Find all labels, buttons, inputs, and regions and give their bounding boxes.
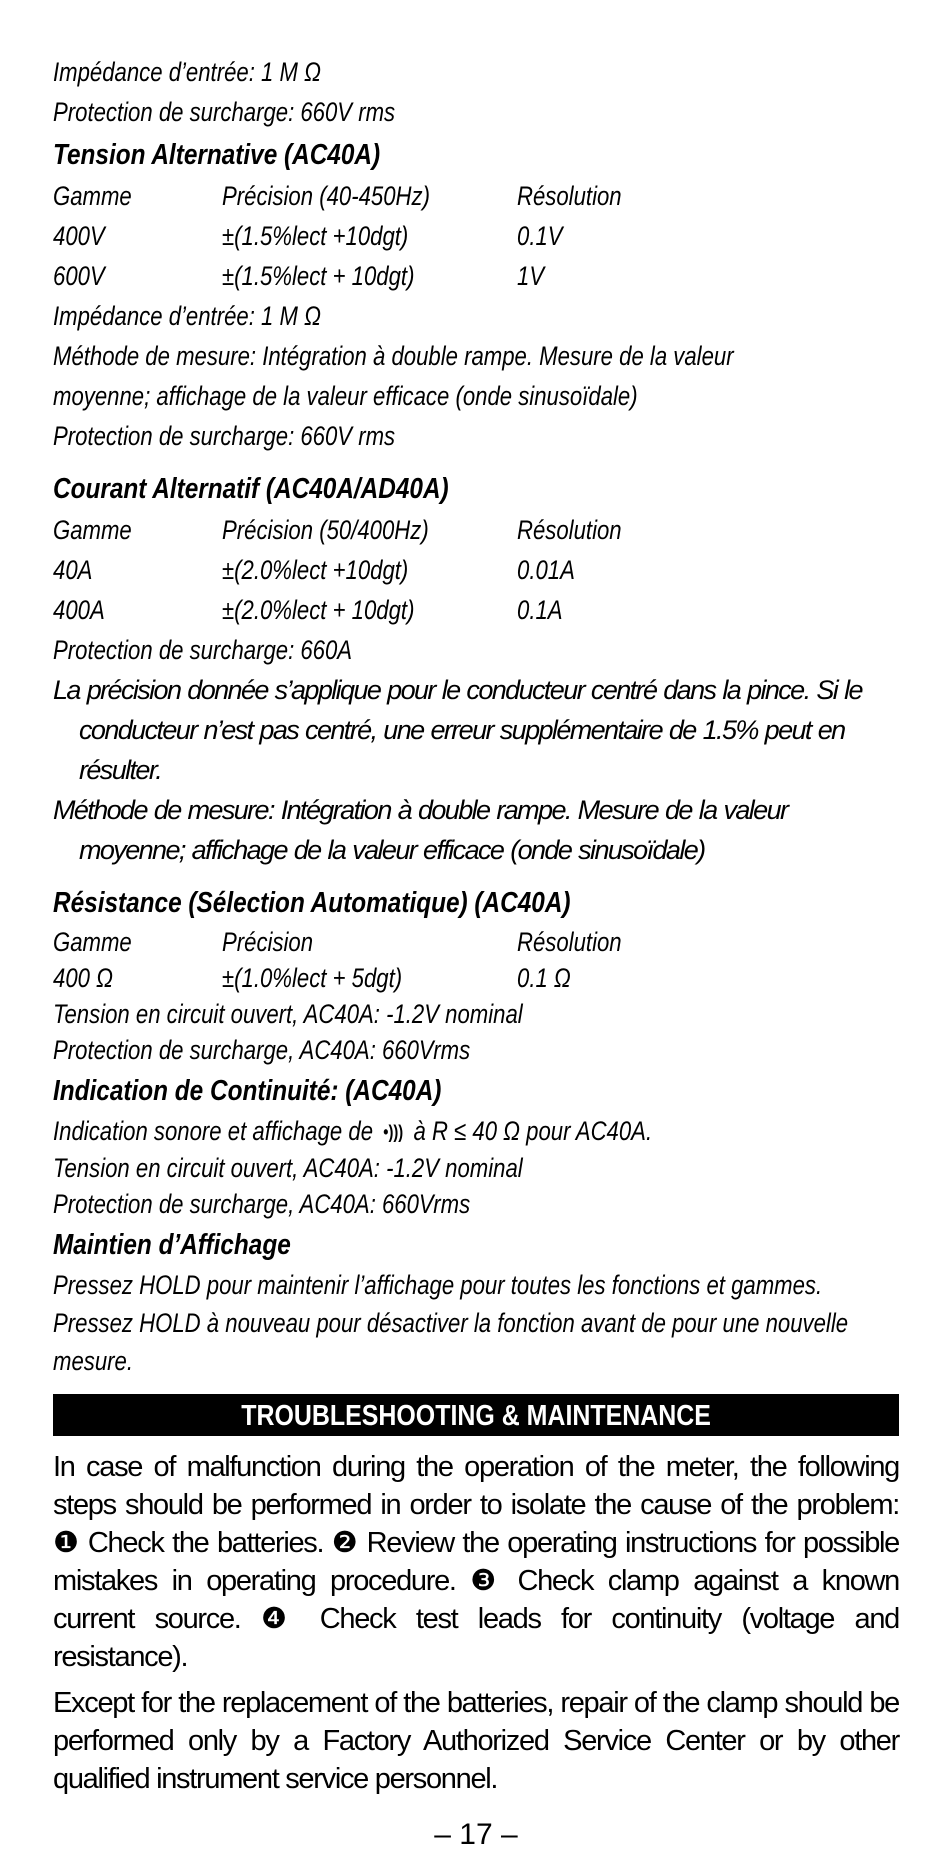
col-resolution: Résolution (517, 515, 622, 545)
col-range: Gamme (53, 927, 132, 957)
accuracy-cell: ±(1.5%lect + 10dgt) (222, 261, 415, 291)
range-cell: 400A (53, 595, 105, 625)
accuracy-note: La précision donnée s’applique pour le conducteur centré dans la pince. Si le conducteur n’est pas centré, une erreur supplémentaire de 1.5% peut en résulter. (53, 675, 862, 785)
col-resolution: Résolution (517, 927, 622, 957)
overload-protection-text: Protection de surcharge: 660V rms (53, 421, 396, 451)
range-cell: 400V (53, 221, 105, 251)
resistance-heading: Résistance (Sélection Automatique) (AC40A) (53, 887, 571, 919)
resolution-cell: 0.1A (517, 595, 563, 625)
maintenance-paragraph: Except for the replacement of the batteries, repair of the clamp should be performed only by a Factory Authorized Service Center or by other qualified instrument service personnel. (53, 1687, 899, 1795)
overload-protection-text: Protection de surcharge: 660A (53, 635, 353, 665)
open-circuit-voltage-text: Tension en circuit ouvert, AC40A: -1.2V nominal (53, 1153, 523, 1183)
page-number: – 17 – (434, 1818, 518, 1851)
measurement-method-text: Méthode de mesure: Intégration à double rampe. Mesure de la valeur moyenne; affichage de la valeur efficace (onde sinusoïdale) (53, 795, 788, 865)
hold-description-line: Pressez HOLD à nouveau pour désactiver la fonction avant de pour une nouvelle (53, 1308, 849, 1338)
ac-current-heading: Courant Alternatif (AC40A/AD40A) (53, 473, 449, 505)
troubleshooting-paragraph: In case of malfunction during the operation of the meter, the following steps should be performed in order to isolate the cause of the problem: ❶ Check the batteries. ❷ Review the operating instructions for possible mistakes in operating procedure. ❸ Check clamp against a known current source. ❹ Check test leads for continuity (voltage and resistance). (53, 1451, 899, 1673)
continuity-indication-prefix: Indication sonore et affichage de (53, 1116, 374, 1146)
col-range: Gamme (53, 515, 132, 545)
range-cell: 600V (53, 261, 105, 291)
resolution-cell: 0.01A (517, 555, 575, 585)
table-row (53, 590, 899, 630)
overload-protection-text: Protection de surcharge, AC40A: 660Vrms (53, 1189, 471, 1219)
hold-description-line: mesure. (53, 1346, 133, 1376)
accuracy-cell: ±(2.0%lect + 10dgt) (222, 595, 415, 625)
measurement-method-line: moyenne; affichage de la valeur efficace (onde sinusoïdale) (53, 381, 638, 411)
ac-voltage-heading: Tension Alternative (AC40A) (53, 139, 381, 171)
table-row (53, 550, 899, 590)
resolution-cell: 0.1 Ω (517, 963, 571, 993)
continuity-heading: Indication de Continuité: (AC40A) (53, 1075, 442, 1107)
col-accuracy: Précision (40-450Hz) (222, 181, 430, 211)
open-circuit-voltage-text: Tension en circuit ouvert, AC40A: -1.2V nominal (53, 999, 523, 1029)
measurement-method-line: Méthode de mesure: Intégration à double rampe. Mesure de la valeur (53, 341, 734, 371)
troubleshooting-banner (53, 1394, 899, 1436)
col-resolution: Résolution (517, 181, 622, 211)
ac-voltage-table-header (53, 176, 899, 216)
range-cell: 400 Ω (53, 963, 113, 993)
resistance-table-header (53, 924, 899, 960)
continuity-indication-text (53, 1112, 747, 1150)
manual-page (53, 52, 899, 1852)
ac-current-table-header (53, 510, 899, 550)
col-accuracy: Précision (222, 927, 314, 957)
range-cell: 40A (53, 555, 93, 585)
troubleshooting-banner-text: TROUBLESHOOTING & MAINTENANCE (241, 1400, 711, 1432)
input-impedance-text: Impédance d’entrée: 1 M Ω (53, 301, 321, 331)
table-row (53, 256, 899, 296)
table-row (53, 216, 899, 256)
resolution-cell: 1V (517, 261, 545, 291)
overload-protection-text: Protection de surcharge, AC40A: 660Vrms (53, 1035, 471, 1065)
accuracy-cell: ±(2.0%lect +10dgt) (222, 555, 409, 585)
continuity-indication-suffix: à R ≤ 40 Ω pour AC40A. (413, 1116, 653, 1146)
table-row (53, 960, 899, 996)
accuracy-cell: ±(1.5%lect +10dgt) (222, 221, 409, 251)
col-accuracy: Précision (50/400Hz) (222, 515, 429, 545)
col-range: Gamme (53, 181, 132, 211)
overload-protection-text: Protection de surcharge: 660V rms (53, 97, 396, 127)
hold-heading: Maintien d’Affichage (53, 1229, 291, 1261)
hold-description-line: Pressez HOLD pour maintenir l’affichage pour toutes les fonctions et gammes. (53, 1270, 823, 1300)
accuracy-cell: ±(1.0%lect + 5dgt) (222, 963, 403, 993)
continuity-beep-icon: •))) (379, 1122, 408, 1142)
input-impedance-text: Impédance d’entrée: 1 M Ω (53, 57, 321, 87)
resolution-cell: 0.1V (517, 221, 563, 251)
